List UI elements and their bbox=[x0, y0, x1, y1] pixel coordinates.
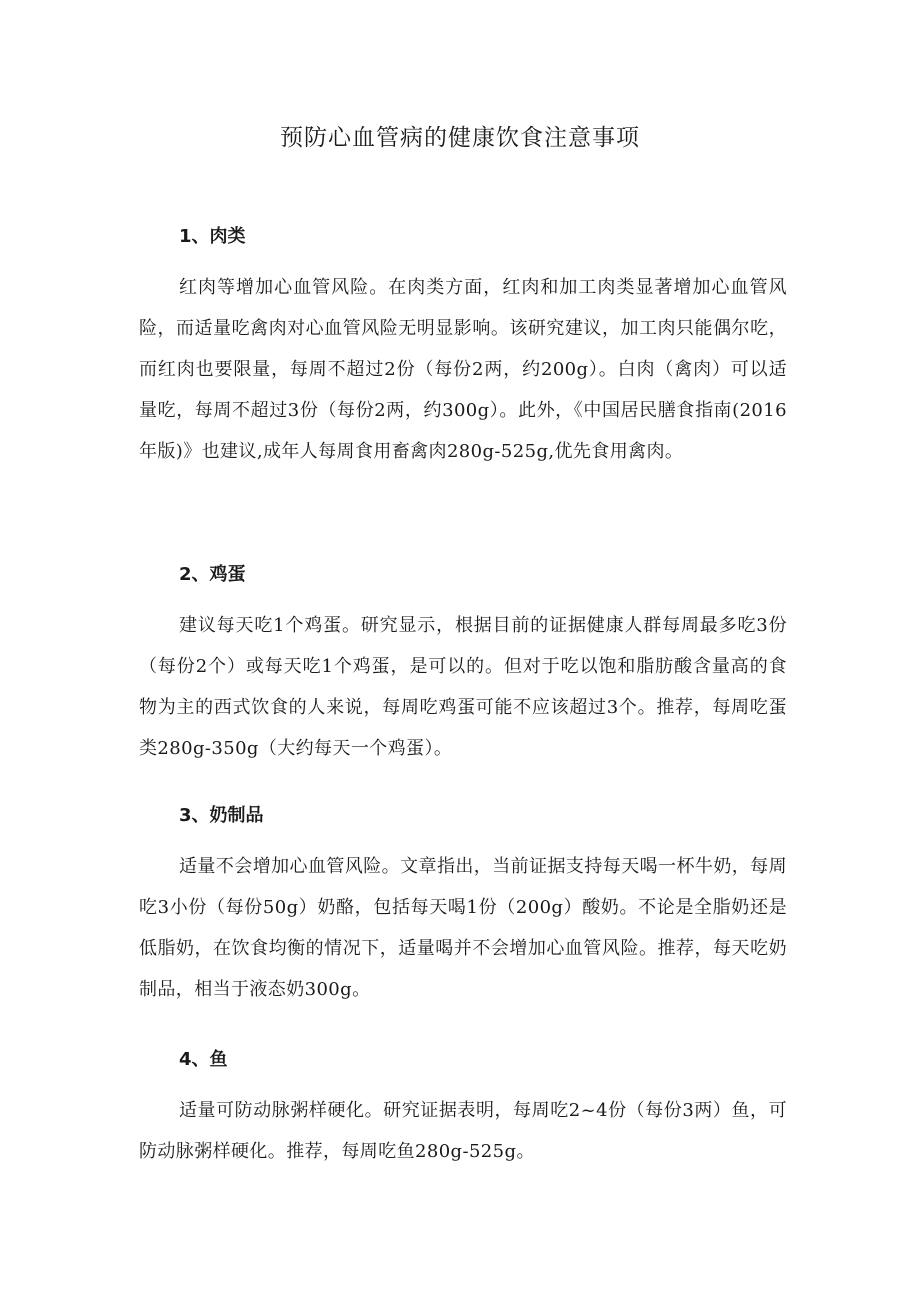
section-eggs bbox=[139, 560, 787, 769]
section-heading: 3、奶制品 bbox=[179, 805, 264, 826]
section-dairy bbox=[139, 801, 787, 1010]
section-paragraph: 红肉等增加心血管风险。在肉类方面，红肉和加工肉类显著增加心血管风险，而适量吃禽肉对心血管风险无明显影响。该研究建议，加工肉只能偶尔吃，而红肉也要限量，每周不超过2份（每份2两，约200g）。白肉（禽肉）可以适量吃，每周不超过3份（每份2两，约300g）。此外，《中国居民膳食指南(2016年版)》也建议,成年人每周食用畜禽肉280g-525g,优先食用禽肉。 bbox=[139, 277, 787, 462]
section-paragraph: 建议每天吃1个鸡蛋。研究显示，根据目前的证据健康人群每周最多吃3份（每份2个）或每天吃1个鸡蛋，是可以的。但对于吃以饱和脂肪酸含量高的食物为主的西式饮食的人来说，每周吃鸡蛋可能不应该超过3个。推荐，每周吃蛋类280g-350g（大约每天一个鸡蛋）。 bbox=[139, 615, 787, 759]
section-heading: 4、鱼 bbox=[179, 1049, 228, 1070]
section-heading: 2、鸡蛋 bbox=[179, 564, 246, 585]
section-meat bbox=[139, 222, 787, 472]
section-paragraph: 适量不会增加心血管风险。文章指出，当前证据支持每天喝一杯牛奶，每周吃3小份（每份50g）奶酪，包括每天喝1份（200g）酸奶。不论是全脂奶还是低脂奶，在饮食均衡的情况下，适量喝并不会增加心血管风险。推荐，每天吃奶制品，相当于液态奶300g。 bbox=[139, 856, 787, 1000]
section-heading: 1、肉类 bbox=[179, 226, 246, 247]
section-fish bbox=[139, 1045, 787, 1172]
section-paragraph: 适量可防动脉粥样硬化。研究证据表明，每周吃2~4份（每份3两）鱼，可防动脉粥样硬化。推荐，每周吃鱼280g-525g。 bbox=[139, 1100, 787, 1162]
page-title: 预防心血管病的健康饮食注意事项 bbox=[280, 125, 640, 151]
